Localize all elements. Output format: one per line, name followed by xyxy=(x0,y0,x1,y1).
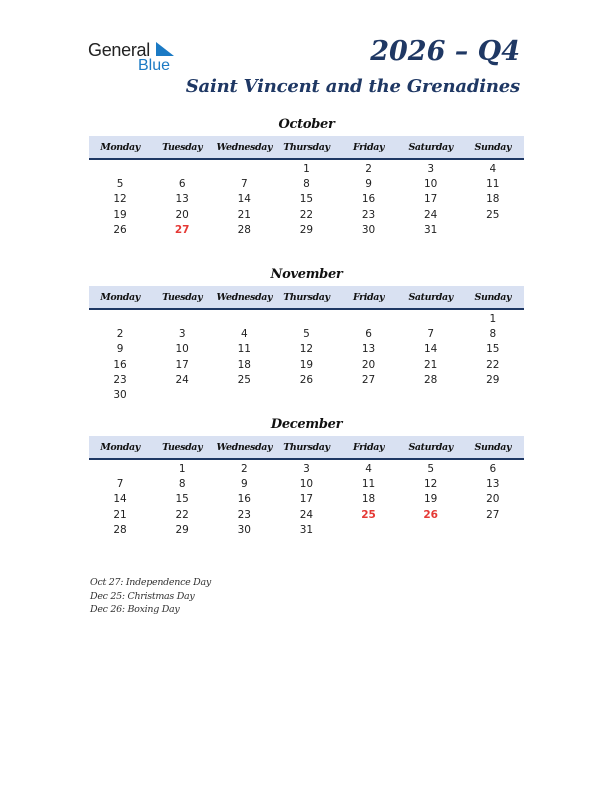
day-cell: 13 xyxy=(361,343,376,356)
holiday-day-cell: 25 xyxy=(361,508,376,521)
day-cell xyxy=(338,388,400,403)
day-cell: 8 xyxy=(489,328,497,341)
holiday-day-cell: 27 xyxy=(174,223,190,236)
day-cell: 16 xyxy=(237,493,251,506)
day-cell: 5 xyxy=(303,328,310,341)
weekday-label: Tuesday xyxy=(162,141,203,153)
weekday-label: Sunday xyxy=(474,141,512,153)
day-cell: 7 xyxy=(427,328,435,341)
day-cell xyxy=(338,312,400,327)
day-cell: 30 xyxy=(237,523,251,536)
logo-text-general: General xyxy=(88,40,150,60)
weekday-header-row xyxy=(89,436,524,460)
holiday-day-cell: 26 xyxy=(423,508,438,521)
day-cell: 16 xyxy=(113,358,127,371)
weekday-label: Wednesday xyxy=(216,441,273,453)
day-cell: 20 xyxy=(361,358,376,371)
weekday-label: Thursday xyxy=(283,291,330,303)
day-cell: 22 xyxy=(175,508,189,521)
days-grid xyxy=(89,462,524,538)
holiday-note: Dec 26: Boxing Day xyxy=(90,604,180,615)
weekday-label: Saturday xyxy=(408,141,453,153)
day-cell: 17 xyxy=(299,493,314,506)
day-cell: 4 xyxy=(365,463,372,475)
day-cell: 2 xyxy=(116,328,124,341)
month-title: December xyxy=(270,417,343,432)
week-row xyxy=(89,358,524,373)
day-cell: 10 xyxy=(299,478,314,491)
weekday-label: Sunday xyxy=(474,291,512,303)
day-cell: 2 xyxy=(365,163,372,175)
day-cell: 28 xyxy=(113,523,127,536)
week-row xyxy=(89,492,524,507)
day-cell: 12 xyxy=(424,478,438,491)
week-row xyxy=(89,312,524,327)
day-cell xyxy=(89,462,151,477)
day-cell: 12 xyxy=(299,343,314,356)
day-cell: 18 xyxy=(361,493,376,506)
weekday-label: Sunday xyxy=(474,441,512,453)
day-cell: 19 xyxy=(424,493,438,506)
day-cell: 3 xyxy=(303,463,310,475)
day-cell: 11 xyxy=(237,343,251,356)
day-cell: 24 xyxy=(175,373,189,386)
page-title: 2026 – Q4 xyxy=(370,36,520,67)
day-cell: 24 xyxy=(424,208,438,221)
day-cell: 27 xyxy=(486,508,500,521)
day-cell: 1 xyxy=(178,463,186,475)
weekday-label: Monday xyxy=(100,441,140,453)
day-cell: 26 xyxy=(113,223,127,236)
day-cell: 17 xyxy=(424,193,438,206)
month-november xyxy=(89,266,524,403)
day-cell xyxy=(275,388,337,403)
day-cell: 8 xyxy=(178,478,186,491)
week-row xyxy=(89,223,524,238)
weekday-label: Wednesday xyxy=(216,291,273,303)
day-cell xyxy=(89,312,151,327)
weekday-label: Monday xyxy=(100,291,140,303)
day-cell xyxy=(462,223,524,238)
day-cell: 4 xyxy=(240,328,248,341)
day-cell: 14 xyxy=(424,343,438,356)
holiday-note: Dec 25: Christmas Day xyxy=(90,590,195,602)
day-cell: 14 xyxy=(113,493,127,506)
week-row xyxy=(89,388,524,403)
month-october xyxy=(89,116,524,238)
day-cell: 7 xyxy=(116,478,124,491)
day-cell: 1 xyxy=(489,313,497,325)
day-cell: 7 xyxy=(240,178,248,191)
day-cell: 31 xyxy=(424,223,438,236)
holiday-notes xyxy=(90,576,211,617)
day-cell: 8 xyxy=(303,178,310,191)
day-cell: 3 xyxy=(427,163,435,175)
week-row xyxy=(89,208,524,223)
day-cell: 26 xyxy=(299,373,314,386)
day-cell: 21 xyxy=(424,358,438,371)
logo-text-blue: Blue xyxy=(138,57,171,74)
week-row xyxy=(89,523,524,538)
week-row xyxy=(89,162,524,177)
day-cell: 23 xyxy=(237,508,251,521)
day-cell: 28 xyxy=(424,373,438,386)
day-cell: 9 xyxy=(116,343,124,356)
day-cell: 20 xyxy=(486,493,500,506)
day-cell xyxy=(151,312,213,327)
day-cell: 30 xyxy=(361,223,376,236)
day-cell xyxy=(151,162,213,177)
day-cell: 1 xyxy=(303,163,310,175)
day-cell: 11 xyxy=(486,178,500,191)
day-cell xyxy=(275,312,337,327)
weekday-label: Monday xyxy=(100,141,140,153)
brand-logo xyxy=(88,40,188,76)
day-cell: 2 xyxy=(240,463,248,475)
day-cell: 6 xyxy=(489,463,497,475)
weekday-label: Wednesday xyxy=(216,141,273,153)
day-cell xyxy=(151,388,213,403)
week-row xyxy=(89,508,524,523)
weekday-label: Friday xyxy=(353,141,385,153)
logo-flag-icon xyxy=(154,42,176,58)
weekday-label: Saturday xyxy=(408,441,453,453)
day-cell: 30 xyxy=(113,388,127,401)
month-december xyxy=(89,416,524,538)
day-cell: 21 xyxy=(113,508,127,521)
holiday-note: Oct 27: Independence Day xyxy=(90,577,211,588)
day-cell: 5 xyxy=(427,463,435,475)
week-row xyxy=(89,477,524,492)
day-cell: 31 xyxy=(299,523,314,536)
day-cell: 10 xyxy=(175,343,189,356)
weekday-label: Thursday xyxy=(283,441,330,453)
day-cell: 29 xyxy=(175,523,189,536)
week-row xyxy=(89,373,524,388)
day-cell xyxy=(213,162,275,177)
weekday-label: Friday xyxy=(353,291,385,303)
weekday-label: Saturday xyxy=(408,291,453,303)
day-cell: 22 xyxy=(299,208,314,221)
weekday-header-row xyxy=(89,286,524,310)
week-row xyxy=(89,177,524,192)
day-cell: 22 xyxy=(486,358,500,371)
day-cell: 23 xyxy=(113,373,127,386)
day-cell: 20 xyxy=(175,208,189,221)
day-cell: 3 xyxy=(178,328,186,341)
day-cell: 14 xyxy=(237,193,251,206)
week-row xyxy=(89,342,524,357)
day-cell xyxy=(213,312,275,327)
weekday-label: Tuesday xyxy=(162,441,203,453)
day-cell: 9 xyxy=(365,178,372,191)
day-cell: 4 xyxy=(489,163,497,175)
day-cell: 16 xyxy=(361,193,376,206)
day-cell: 21 xyxy=(237,208,251,221)
day-cell: 6 xyxy=(365,328,372,341)
day-cell: 23 xyxy=(361,208,376,221)
day-cell xyxy=(213,388,275,403)
weekday-label: Friday xyxy=(353,441,385,453)
day-cell: 5 xyxy=(116,178,124,191)
day-cell: 11 xyxy=(361,478,376,491)
day-cell: 28 xyxy=(237,223,251,236)
day-cell xyxy=(462,523,524,538)
day-cell: 29 xyxy=(486,373,500,386)
days-grid xyxy=(89,162,524,238)
month-title: October xyxy=(278,117,335,132)
day-cell: 9 xyxy=(240,478,248,491)
day-cell: 25 xyxy=(237,373,251,386)
day-cell xyxy=(338,523,400,538)
day-cell: 15 xyxy=(299,193,314,206)
week-row xyxy=(89,462,524,477)
day-cell xyxy=(89,162,151,177)
day-cell: 19 xyxy=(113,208,127,221)
weekday-label: Thursday xyxy=(283,141,330,153)
page-subtitle: Saint Vincent and the Grenadines xyxy=(185,76,520,97)
day-cell xyxy=(400,388,462,403)
day-cell: 29 xyxy=(299,223,314,236)
month-title: November xyxy=(270,267,343,282)
days-grid xyxy=(89,312,524,403)
day-cell xyxy=(400,312,462,327)
day-cell xyxy=(462,388,524,403)
day-cell: 15 xyxy=(486,343,500,356)
day-cell: 10 xyxy=(424,178,438,191)
weekday-label: Tuesday xyxy=(162,291,203,303)
day-cell: 12 xyxy=(113,193,127,206)
day-cell: 17 xyxy=(175,358,189,371)
day-cell: 6 xyxy=(178,178,186,191)
weekday-header-row xyxy=(89,136,524,160)
week-row xyxy=(89,327,524,342)
day-cell: 15 xyxy=(175,493,189,506)
day-cell: 13 xyxy=(175,193,189,206)
day-cell: 19 xyxy=(299,358,314,371)
week-row xyxy=(89,192,524,207)
day-cell: 18 xyxy=(486,193,500,206)
day-cell: 24 xyxy=(299,508,314,521)
day-cell: 27 xyxy=(361,373,376,386)
day-cell: 13 xyxy=(486,478,500,491)
day-cell: 18 xyxy=(237,358,251,371)
day-cell: 25 xyxy=(486,208,500,221)
day-cell xyxy=(400,523,462,538)
